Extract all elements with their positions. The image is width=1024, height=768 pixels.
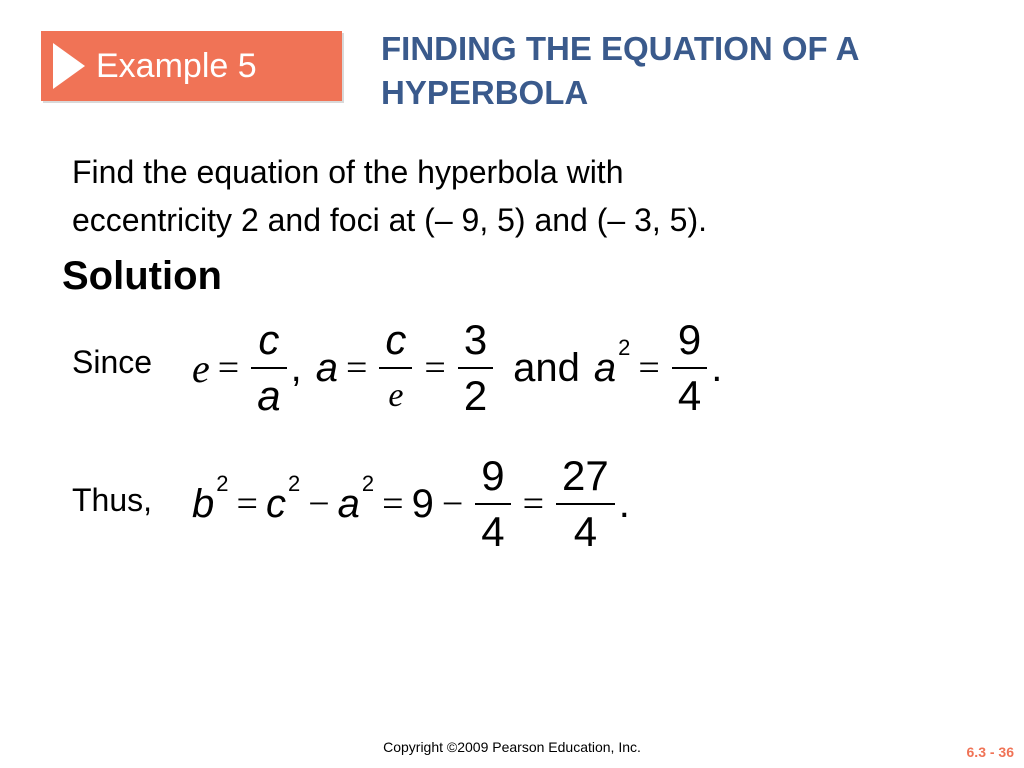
equals-sign: =	[217, 347, 240, 389]
exponent: 2	[361, 471, 375, 496]
minus-sign: −	[308, 483, 330, 525]
fraction-bar	[251, 367, 286, 369]
variable-a: a	[593, 345, 617, 390]
equals-sign: =	[382, 483, 404, 525]
exponent: 2	[287, 471, 301, 496]
thus-equation	[192, 448, 630, 560]
copyright-footer: Copyright ©2009 Pearson Education, Inc.	[383, 739, 641, 755]
fraction-27-over-4	[556, 453, 615, 555]
equals-sign: =	[522, 483, 545, 525]
problem-line-2: eccentricity 2 and foci at (– 9, 5) and (– 3, 5).	[72, 202, 707, 238]
fraction-9-over-4	[672, 317, 707, 419]
numerator: 3	[463, 316, 488, 363]
title-line-1: FINDING THE EQUATION OF A	[381, 30, 860, 67]
numerator: 9	[677, 316, 702, 363]
number-nine: 9	[411, 481, 434, 526]
equals-sign: =	[424, 347, 446, 389]
denominator: a	[257, 372, 281, 419]
equals-sign: =	[345, 347, 368, 389]
numerator: 9	[481, 452, 505, 499]
equals-sign: =	[638, 347, 660, 389]
period: .	[711, 345, 723, 390]
fraction-3-over-2	[458, 317, 493, 419]
variable-a: a	[337, 481, 360, 526]
eccentricity-symbol: e	[192, 345, 210, 391]
numerator: c	[258, 316, 280, 363]
title-line-2: HYPERBOLA	[381, 74, 589, 111]
exponent: 2	[618, 335, 631, 360]
problem-statement	[72, 148, 707, 244]
variable-c: c	[265, 481, 286, 526]
fraction-9-over-4	[475, 453, 510, 555]
slide-number: 6.3 - 36	[966, 744, 1014, 760]
since-equation	[192, 312, 722, 424]
badge-label: Example 5	[96, 47, 257, 85]
exponent: 2	[216, 471, 229, 496]
variable-b: b	[192, 481, 215, 526]
fraction-bar	[458, 367, 493, 369]
since-label: Since	[72, 344, 153, 380]
equals-sign: =	[236, 483, 258, 525]
denominator: 4	[481, 508, 505, 555]
fraction-bar	[475, 503, 510, 505]
play-arrow-icon	[53, 43, 85, 89]
fraction-c-over-a	[251, 317, 286, 419]
comma: ,	[290, 345, 302, 390]
numerator: 27	[562, 452, 609, 499]
fraction-bar	[379, 367, 412, 369]
numerator: c	[385, 316, 407, 363]
denominator: 2	[463, 372, 488, 419]
variable-a: a	[315, 345, 338, 390]
denominator: e	[388, 377, 404, 414]
fraction-c-over-e	[379, 317, 412, 419]
denominator: 4	[677, 372, 702, 419]
denominator: 4	[573, 508, 598, 555]
fraction-bar	[556, 503, 615, 505]
period: .	[618, 481, 630, 526]
fraction-bar	[672, 367, 707, 369]
thus-label: Thus,	[72, 482, 153, 518]
problem-line-1: Find the equation of the hyperbola with	[72, 154, 624, 190]
solution-heading: Solution	[62, 254, 222, 298]
example-badge	[41, 31, 342, 101]
minus-sign: −	[441, 483, 464, 525]
and-word: and	[513, 345, 580, 390]
slide-title	[381, 27, 1001, 115]
